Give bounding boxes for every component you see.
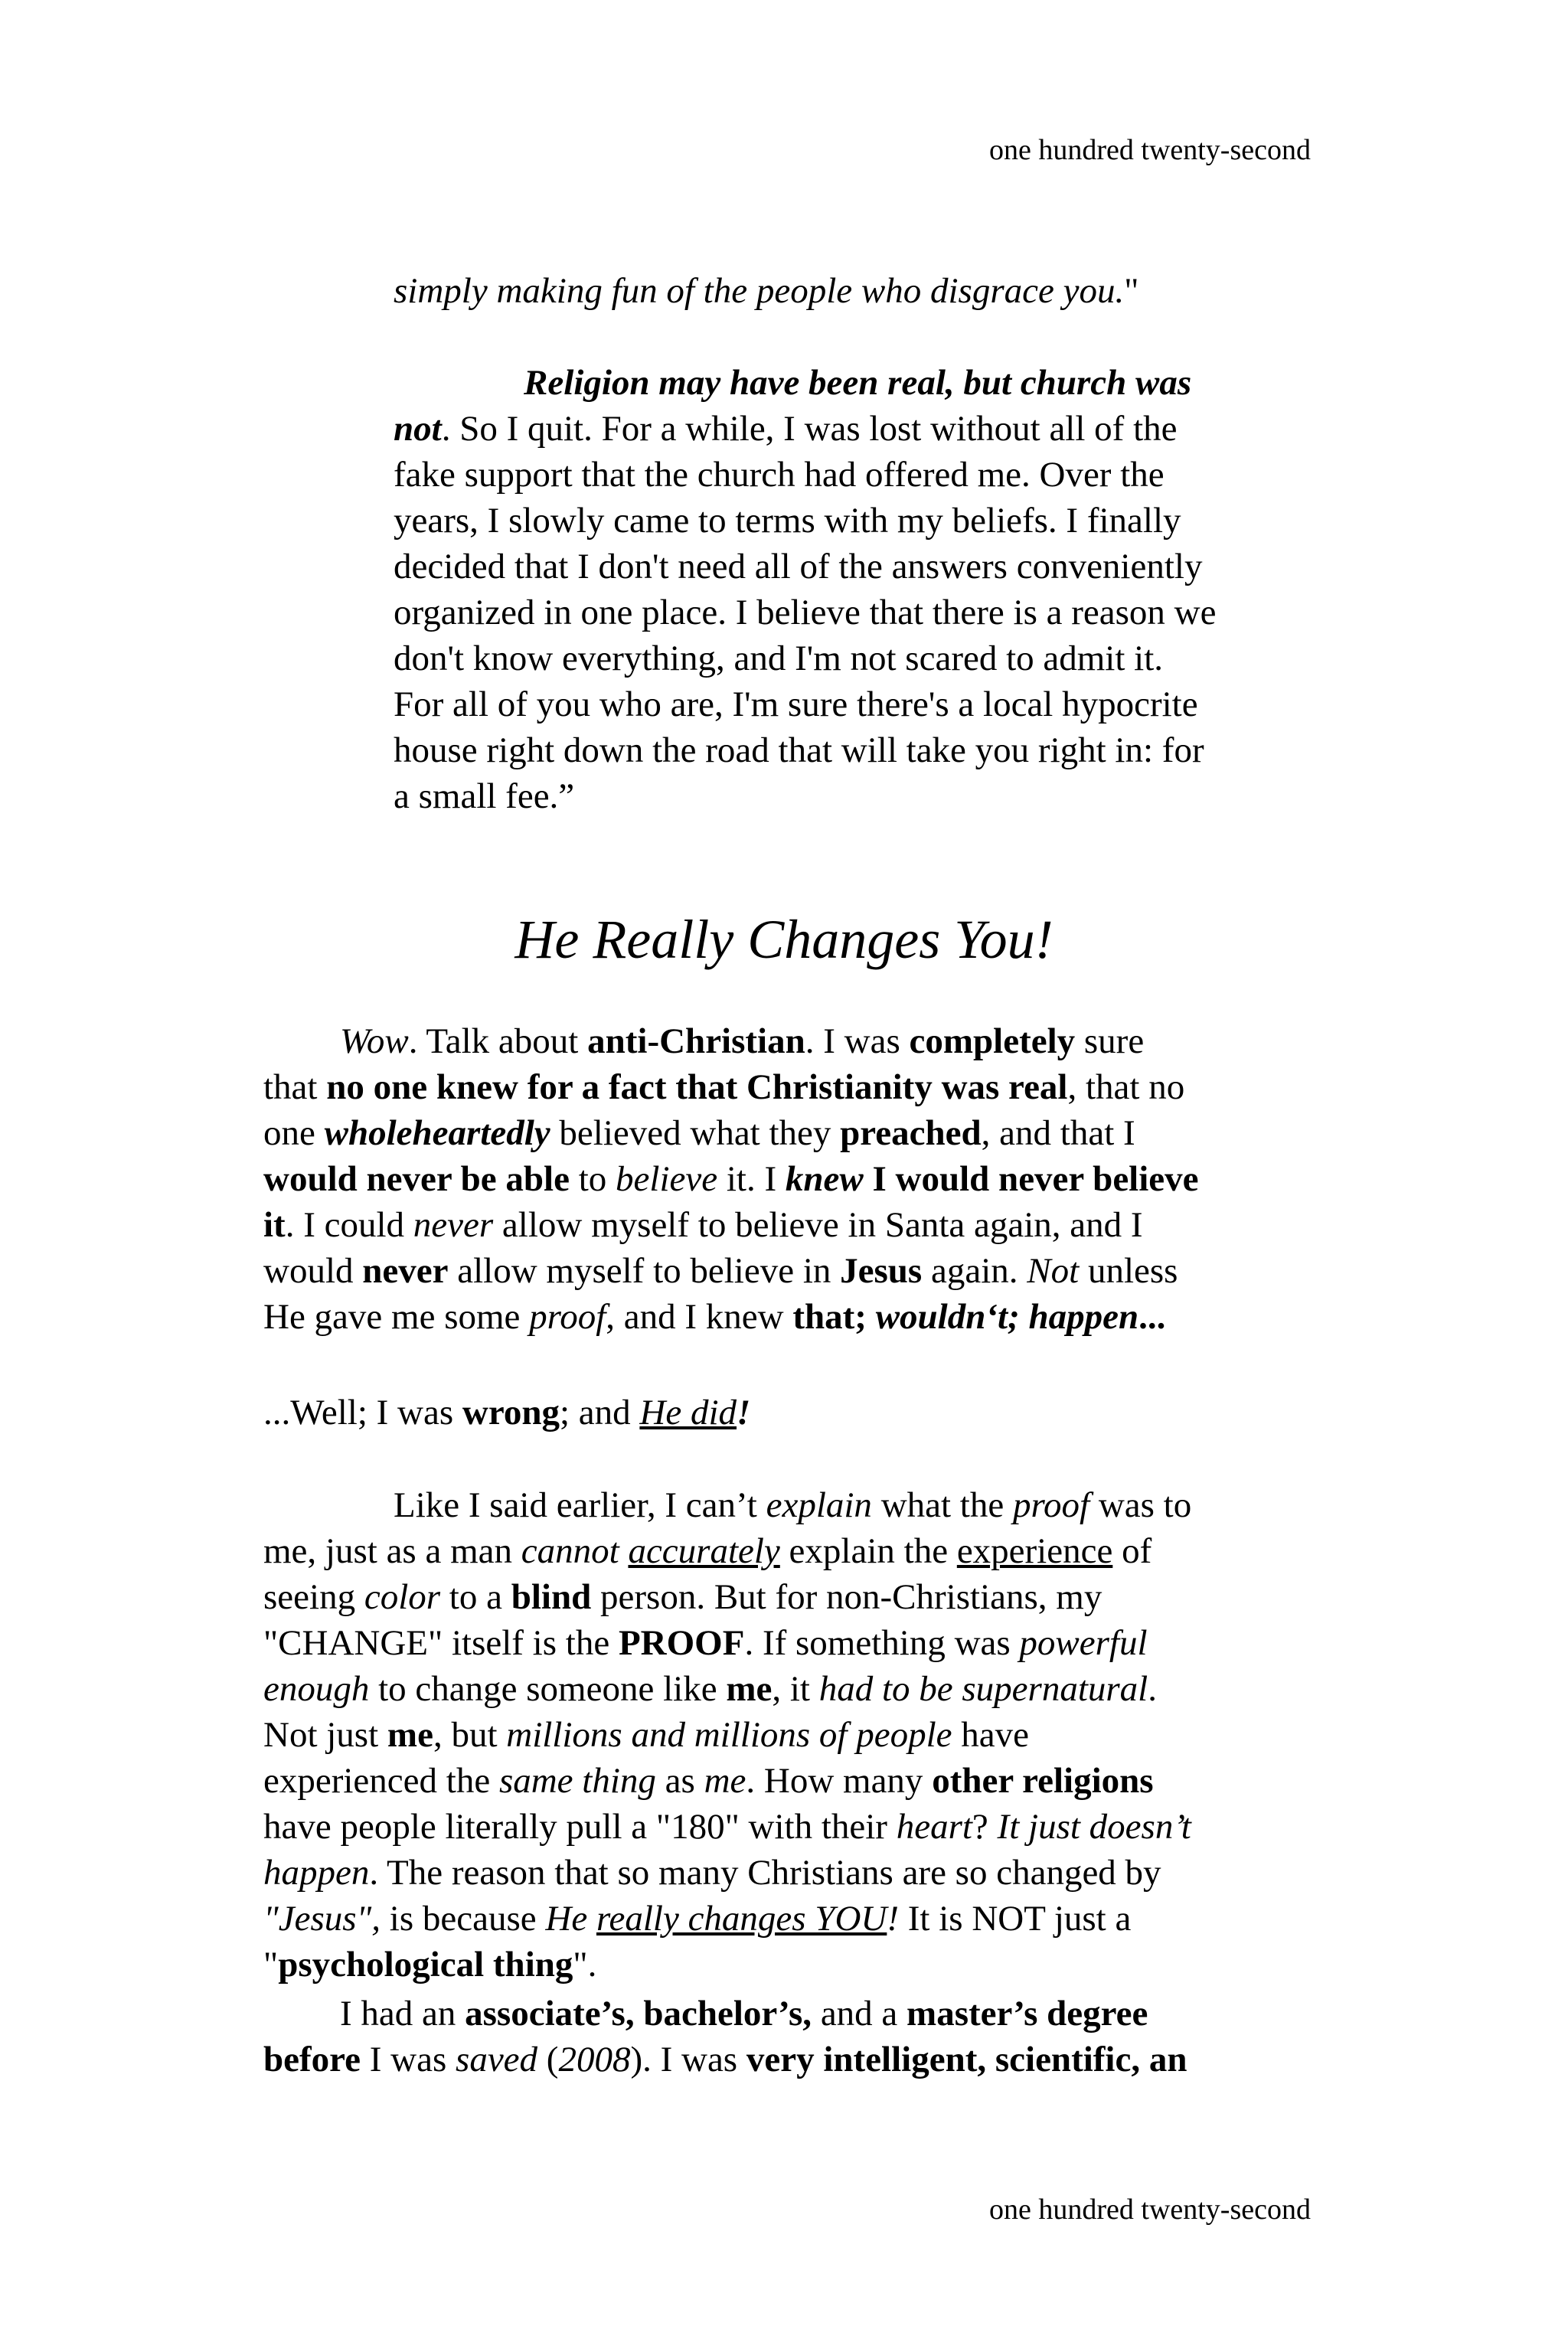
text-run: wholeheartedly [324,1113,550,1153]
text-run: me [387,1715,433,1755]
text-run: believed what they [550,1113,841,1153]
text-run: . The reason that so many Christians are so changed by [369,1853,1161,1893]
text-line [394,498,1216,544]
text-run: , and I knew [606,1297,793,1337]
text-line [263,1896,1191,1942]
text-run: sure [1075,1021,1145,1061]
text-line [263,1620,1191,1666]
text-line [263,2037,1187,2082]
text-run: that [263,1067,327,1107]
text-line [263,1156,1199,1202]
text-run: and a [812,1994,907,2034]
text-run: ... [1138,1297,1166,1337]
text-line [263,1712,1191,1758]
text-run: explain the [779,1531,957,1571]
text-run: , that no [1067,1067,1185,1107]
text-run: " [1124,271,1139,311]
text-run: other religions [932,1761,1154,1801]
text-line [263,1850,1191,1896]
text-run: "CHANGE" itself is the [263,1623,619,1663]
text-run: fake support that the church had offered me. Over the [394,455,1165,495]
text-run: ? [972,1807,998,1847]
text-line [394,590,1216,635]
text-run: 2008 [558,2040,631,2079]
footer-page-label: one hundred twenty-second [989,2194,1311,2226]
text-line [263,1482,1191,1528]
text-run: I had an [340,1994,466,2034]
text-run: happen [263,1853,370,1893]
text-run: would [263,1251,363,1291]
text-run: it [263,1205,286,1245]
text-run: Not just [263,1715,387,1755]
text-run: wrong [462,1393,560,1432]
text-run: not [394,409,442,449]
text-run: blind [511,1577,592,1617]
text-run: believe [616,1159,718,1199]
main-paragraph-1 [263,1018,1199,1340]
text-run: It is NOT just a [899,1899,1132,1939]
text-line [263,1110,1199,1156]
text-run: ; and [559,1393,640,1432]
text-line [263,1574,1191,1620]
text-run: . [1148,1669,1157,1709]
text-run: Wow [340,1021,409,1061]
text-run: He gave me some [263,1297,530,1337]
text-run: . I was [805,1021,910,1061]
text-run: is because [381,1899,546,1939]
text-run: ! [887,1899,900,1939]
text-line [263,1064,1199,1110]
text-run: proof [1012,1485,1090,1525]
text-run: Like I said earlier, I can’t [394,1485,766,1525]
text-run: it. I [717,1159,786,1199]
text-run: completely [909,1021,1076,1061]
text-run: house right down the road that will take you right in: for [394,730,1204,770]
quote-closing-line [394,268,1138,314]
text-run: . Talk about [408,1021,588,1061]
text-run: to [569,1159,616,1199]
text-run: one [263,1113,325,1153]
text-line [263,1758,1191,1804]
text-run: had to be supernatural [818,1669,1148,1709]
text-run: as [655,1761,704,1801]
text-line [263,1991,1187,2037]
text-line [394,360,1216,406]
text-run: It just doesn’t [997,1807,1191,1847]
text-run: unless [1079,1251,1178,1291]
text-run: of [1112,1531,1152,1571]
text-run: again. [922,1251,1027,1291]
text-run: . If something was [744,1623,1020,1663]
text-run: would never be able [263,1159,570,1199]
text-run: ! [737,1393,751,1432]
text-run: me [704,1761,746,1801]
text-line [263,1248,1199,1294]
text-run: ...Well; I was [263,1393,462,1432]
text-run: to change someone like [369,1669,727,1709]
text-run: before [263,2040,361,2079]
text-run: Jesus [840,1251,923,1291]
text-run: . So I quit. For a while, I was lost without all of the [441,409,1178,449]
main-paragraph-3 [263,1482,1191,1988]
text-line [394,681,1216,727]
text-run: powerful [1019,1623,1148,1663]
text-run: allow myself to believe in [448,1251,841,1291]
text-line [394,544,1216,590]
text-line [263,1666,1191,1712]
text-run: preached [840,1113,982,1153]
text-run: was to [1089,1485,1192,1525]
text-run: have [952,1715,1030,1755]
text-run: me, just as a man [263,1531,521,1571]
text-run: millions and millions of people [506,1715,952,1755]
main-paragraph-4 [263,1991,1187,2082]
text-line [394,452,1216,498]
text-run: explain [766,1485,872,1525]
text-run: wouldn‘t; happen [875,1297,1139,1337]
text-run: experience [956,1531,1113,1571]
quote-block [394,268,1138,314]
text-run: me [726,1669,773,1709]
text-line [263,1294,1199,1340]
text-run: He [545,1899,596,1939]
text-run: to a [440,1577,511,1617]
text-line [263,1528,1191,1574]
text-run: same thing [498,1761,656,1801]
text-run: never [362,1251,449,1291]
text-run: simply making fun of the people who disgrace you. [394,271,1125,311]
text-run: I was [361,2040,456,2079]
text-run: . How many [746,1761,933,1801]
text-run: have people literally pull a "180" with their [263,1807,897,1847]
text-run: Religion may have been real, but church was [524,363,1192,403]
text-run: years, I slowly came to terms with my beliefs. I finally [394,501,1181,541]
text-run: knew [785,1159,864,1199]
text-run: proof [529,1297,606,1337]
text-run: cannot [521,1531,619,1571]
section-heading: He Really Changes You! [514,909,1054,970]
text-run: , it [772,1669,819,1709]
text-run: For all of you who are, I'm sure there's a local hypocrite [394,684,1198,724]
text-line [263,1804,1191,1850]
header-page-label: one hundred twenty-second [989,134,1311,166]
text-run: ). I was [630,2040,746,2079]
text-run: psychological thing [278,1945,573,1984]
text-run: saved [456,2040,538,2079]
text-run: " [263,1945,279,1984]
text-run: experienced the [263,1761,499,1801]
text-line [394,773,1216,819]
text-run: color [364,1577,441,1617]
text-run: ". [573,1945,597,1984]
text-run: master’s degree [906,1994,1148,2034]
text-run [619,1531,629,1571]
text-run: a small fee.” [394,776,575,816]
text-line [263,1942,1191,1988]
text-run: associate’s, bachelor’s, [465,1994,812,2034]
text-run: person. But for non-Christians, my [591,1577,1102,1617]
main-paragraph-2 [263,1390,750,1436]
text-run: PROOF [618,1623,745,1663]
text-run: decided that I don't need all of the answers conveniently [394,547,1203,586]
text-line [394,635,1216,681]
text-line [394,406,1216,452]
text-run: very intelligent, scientific, an [746,2040,1187,2079]
text-run: anti-Christian [587,1021,805,1061]
text-run: "Jesus", [263,1899,381,1939]
text-line [263,1018,1199,1064]
text-line [263,1390,750,1436]
text-line [263,1202,1199,1248]
quote-paragraph [394,360,1216,819]
text-run: enough [263,1669,370,1709]
text-run: , but [433,1715,507,1755]
text-line [394,727,1216,773]
text-run: no one knew for a fact that Christianity was real [326,1067,1068,1107]
text-run: heart [896,1807,972,1847]
text-run: . I could [285,1205,413,1245]
text-run: He did [639,1393,737,1432]
text-run: never [413,1205,494,1245]
text-run: ( [537,2040,559,2079]
text-run: don't know everything, and I'm not scared to admit it. [394,639,1164,678]
text-run: seeing [263,1577,364,1617]
text-run: I would never believe [863,1159,1199,1199]
text-run: , and that I [981,1113,1135,1153]
text-run: organized in one place. I believe that there is a reason we [394,593,1217,632]
text-run: really changes YOU [596,1899,887,1939]
text-run: what the [871,1485,1013,1525]
text-run: allow myself to believe in Santa again, and I [493,1205,1143,1245]
text-run: accurately [628,1531,780,1571]
text-run: that; [792,1297,876,1337]
text-run: Not [1027,1251,1080,1291]
